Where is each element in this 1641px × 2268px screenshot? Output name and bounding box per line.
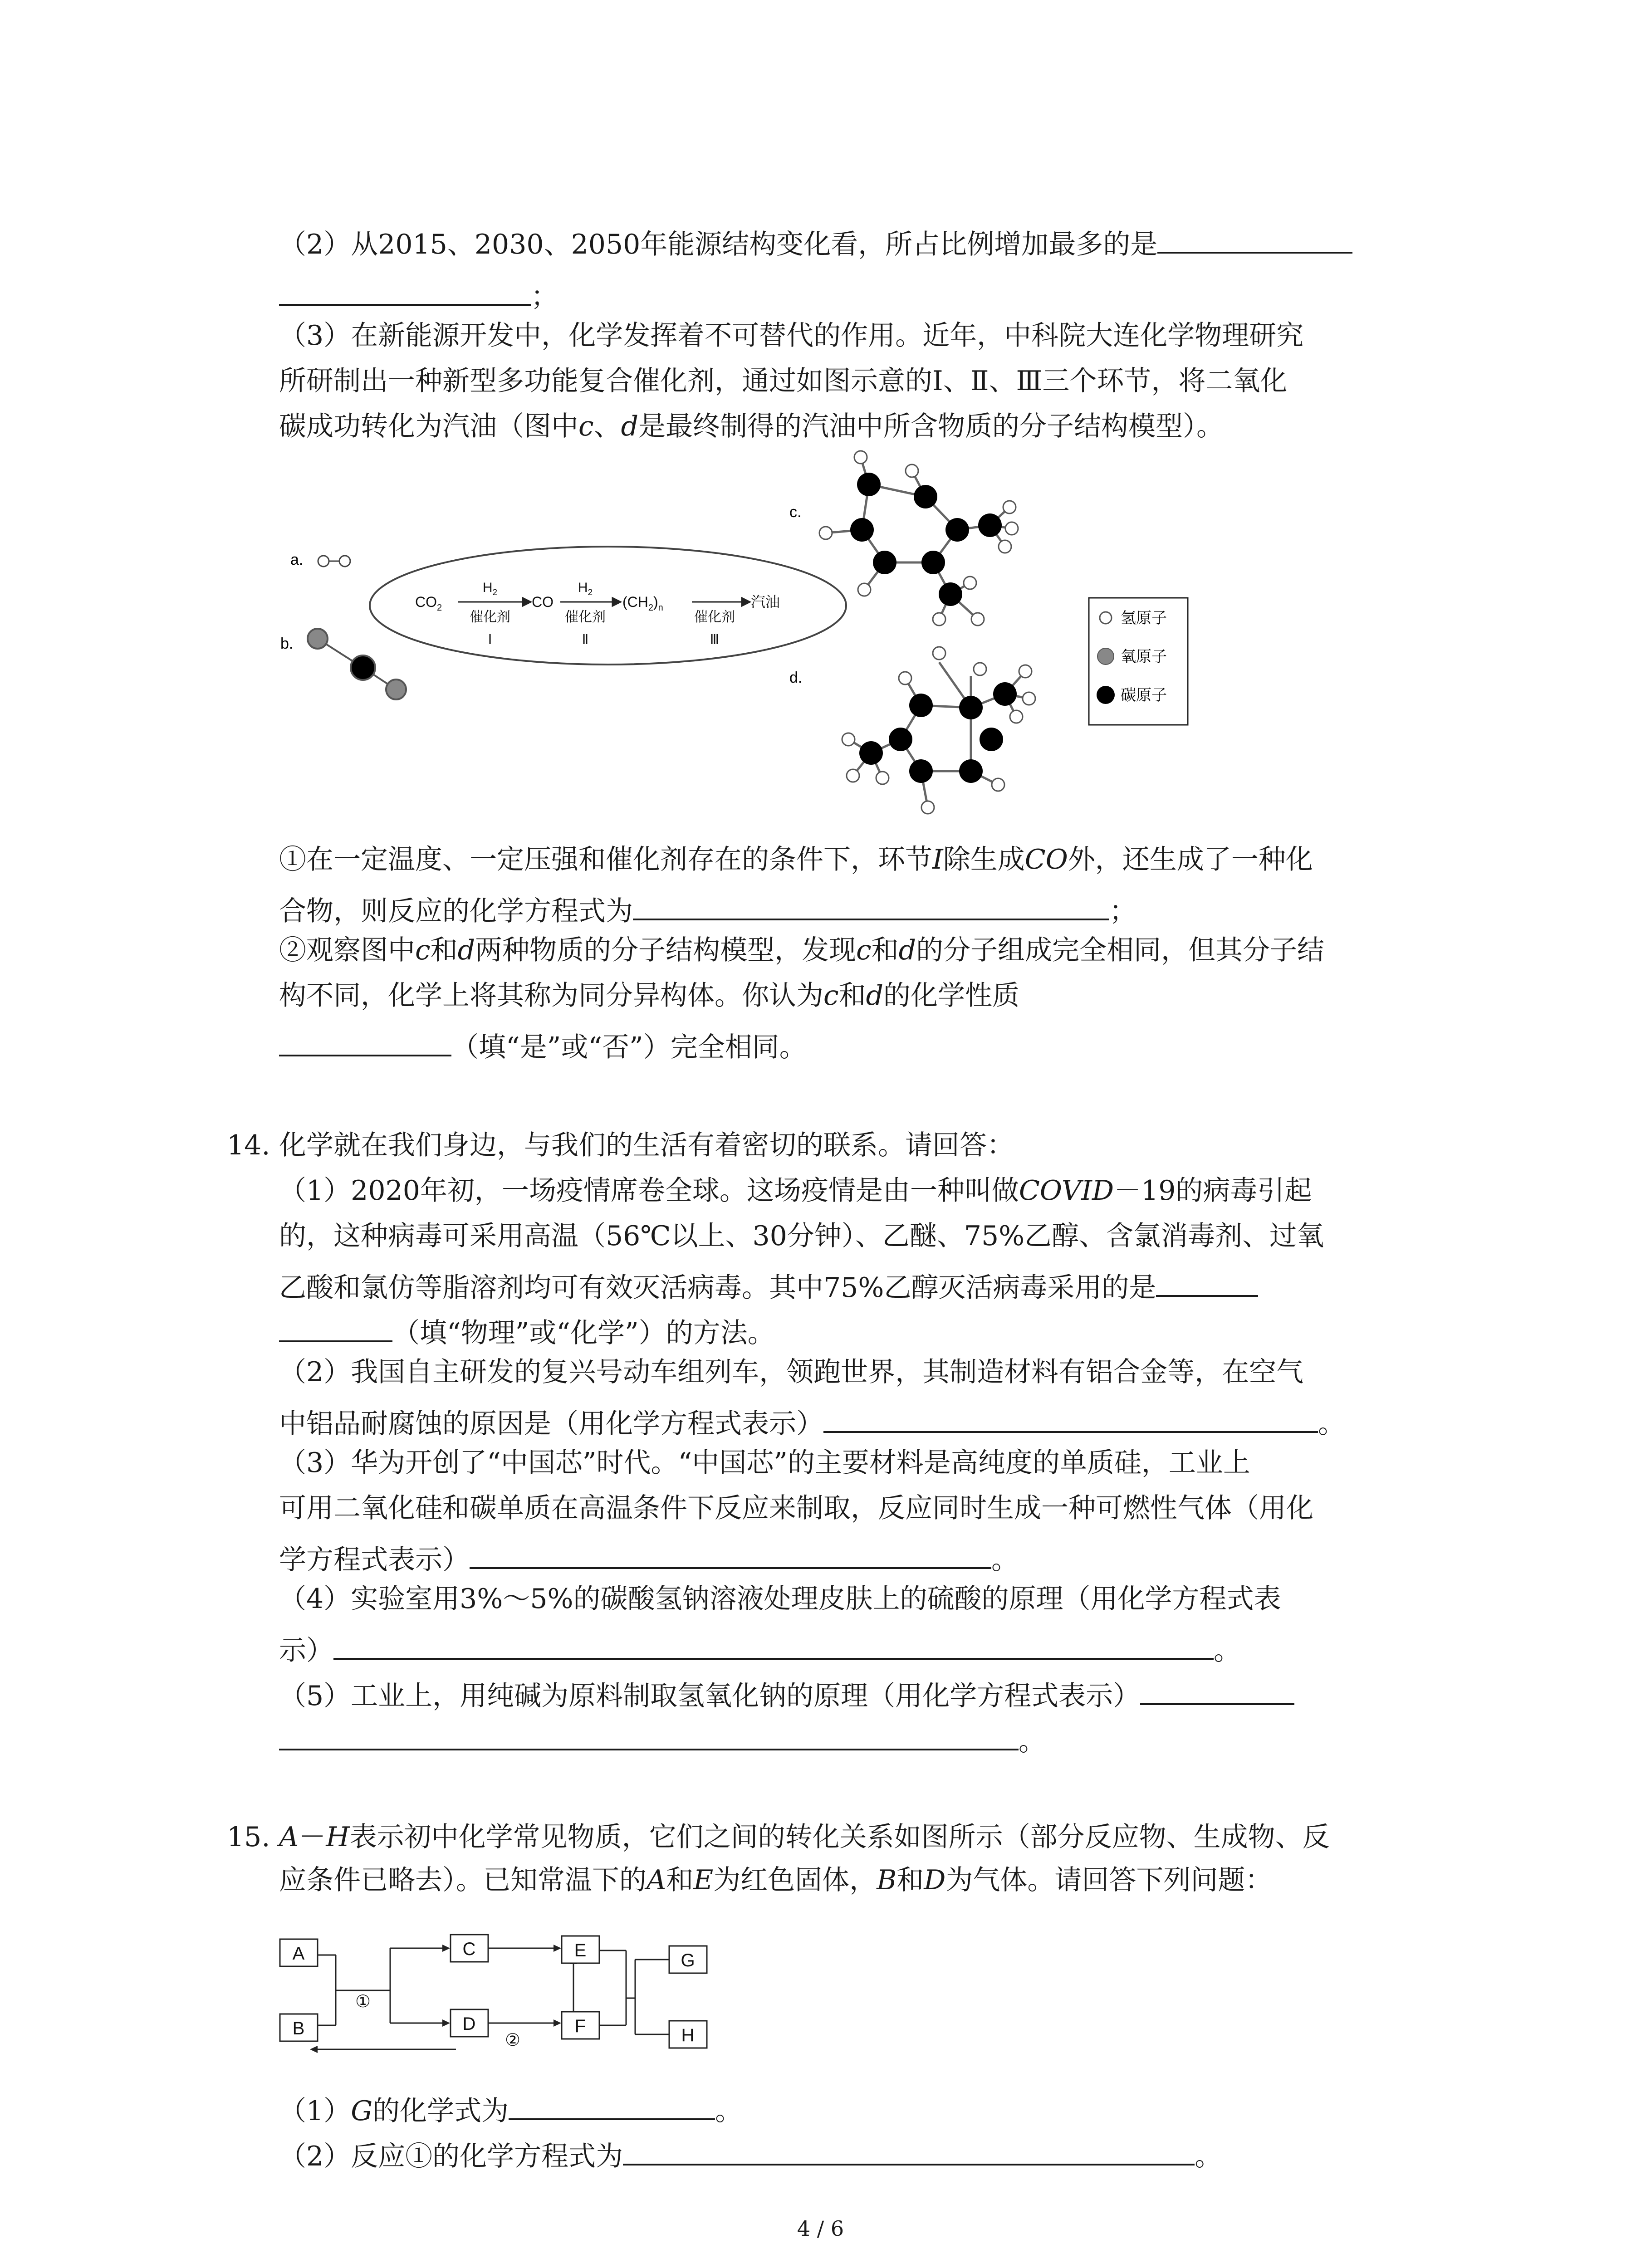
step-label-1: Ⅰ	[488, 632, 492, 647]
q14-part3-line3: 学方程式表示） 。	[279, 1540, 1019, 1574]
label-b: b.	[280, 635, 294, 652]
species-co2: $CO_2$	[415, 594, 442, 613]
box-c-label: C	[462, 1939, 476, 1959]
q13-part3-line2: 所研制出一种新型多功能复合催化剂，通过如图示意的Ⅰ、Ⅱ、Ⅲ三个环节，将二氧化	[279, 365, 1288, 397]
h2-label-2: $H_2$	[578, 580, 593, 597]
q14-part2-line2: 中铝品耐腐蚀的原因是（用化学方程式表示） 。	[279, 1404, 1345, 1437]
step-label-2: Ⅱ	[582, 632, 589, 647]
species-ch2n: $(CH_2)_n$	[622, 594, 663, 613]
reaction-mark-1: ①	[355, 1992, 371, 2011]
label-c: c.	[789, 503, 802, 521]
legend-hydrogen-label: 氢原子	[1121, 610, 1167, 627]
reaction-mark-2: ②	[505, 2031, 521, 2050]
q14-part3-line1: （3）华为开创了“中国芯”时代。“中国芯”的主要材料是高纯度的单质硅，工业上	[279, 1447, 1250, 1479]
box-d-label: D	[462, 2014, 476, 2034]
q15-stem-line2: 应条件已略去）。已知常温下的A和E为红色固体，B和D为气体。请回答下列问题：	[279, 1864, 1273, 1896]
q14-part4-line1: （4）实验室用3%～5%的碳酸氢钠溶液处理皮肤上的硫酸的原理（用化学方程式表	[279, 1583, 1281, 1615]
label-d: d.	[789, 669, 803, 686]
catalyst-label-3: 催化剂	[694, 610, 735, 625]
q14-part1-line4: （填“物理”或“化学”）的方法。	[279, 1313, 775, 1347]
q13-part2-line2: ；	[279, 277, 558, 310]
q13-part3-line3: 碳成功转化为汽油（图中c、d是最终制得的汽油中所含物质的分子结构模型）。	[279, 411, 1224, 442]
q15-number: 15.	[227, 1821, 270, 1853]
answer-blank[interactable]	[623, 2136, 1195, 2165]
answer-blank[interactable]	[509, 2091, 715, 2120]
catalyst-label-1: 催化剂	[470, 610, 510, 625]
q13-sub2-line1: ②观察图中c和d两种物质的分子结构模型，发现c和d的分子组成完全相同，但其分子结	[279, 934, 1325, 966]
q14-part1-line3: 乙酸和氯仿等脂溶剂均可有效灭活病毒。其中75%乙醇灭活病毒采用的是	[279, 1268, 1258, 1301]
q14-part5-line1: （5）工业上，用纯碱为原料制取氢氧化钠的原理（用化学方程式表示）	[279, 1676, 1294, 1710]
label-a: a.	[290, 551, 304, 568]
page-number: 4 / 6	[797, 2216, 844, 2241]
q13-part2-text: （2）从2015、2030、2050年能源结构变化看，所占比例增加最多的是	[279, 229, 1158, 260]
h2-label-1: $H_2$	[482, 580, 498, 597]
q14-part1-line2: 的，这种病毒可采用高温（56℃以上、30分钟）、乙醚、75%乙醇、含氯消毒剂、过氧	[279, 1220, 1324, 1252]
q13-sub1-line1: ①在一定温度、一定压强和催化剂存在的条件下，环节I除生成CO外，还生成了一种化	[279, 844, 1313, 875]
q15-part1: （1）G的化学式为 。	[279, 2091, 742, 2125]
box-a-label: A	[292, 1944, 305, 1964]
box-e-label: E	[574, 1941, 587, 1960]
q14-stem: 化学就在我们身边，与我们的生活有着密切的联系。请回答：	[279, 1129, 1014, 1161]
box-b-label: B	[292, 2019, 305, 2038]
q15-stem-line1: A－H表示初中化学常见物质，它们之间的转化关系如图所示（部分反应物、生成物、反	[279, 1821, 1330, 1853]
catalyst-label-2: 催化剂	[565, 610, 606, 625]
q14-part4-line2: 示） 。	[279, 1631, 1241, 1664]
box-g-label: G	[681, 1950, 695, 1970]
legend-carbon-label: 碳原子	[1121, 687, 1167, 704]
q13-sub1-line2: 合物，则反应的化学方程式为 ；	[279, 891, 1136, 925]
step-label-3: Ⅲ	[710, 632, 720, 647]
q15-part2: （2）反应①的化学方程式为 。	[279, 2136, 1222, 2170]
q13-sub2-line2: 构不同，化学上将其称为同分异构体。你认为c和d的化学性质	[279, 980, 1020, 1012]
q14-part2-line1: （2）我国自主研发的复兴号动车组列车，领跑世界，其制造材料有铝合金等，在空气	[279, 1356, 1304, 1388]
box-h-label: H	[681, 2025, 695, 2045]
q13-part3-line1: （3）在新能源开发中，化学发挥着不可替代的作用。近年，中科院大连化学物理研究	[279, 320, 1304, 352]
q13-sub2-line3: （填“是”或“否”）完全相同。	[279, 1027, 807, 1061]
q14-part5-line2: 。	[279, 1721, 1046, 1755]
q14-part3-line2: 可用二氧化硅和碳单质在高温条件下反应来制取，反应同时生成一种可燃性气体（用化	[279, 1492, 1313, 1524]
q14-number: 14.	[227, 1129, 270, 1161]
box-f-label: F	[574, 2016, 586, 2036]
legend-oxygen-label: 氧原子	[1121, 648, 1167, 665]
q14-part1-line1: （1）2020年初，一场疫情席卷全球。这场疫情是由一种叫做COVID－19的病毒引起	[279, 1175, 1312, 1207]
species-gasoline: 汽油	[751, 594, 780, 610]
species-co: CO	[532, 594, 554, 610]
